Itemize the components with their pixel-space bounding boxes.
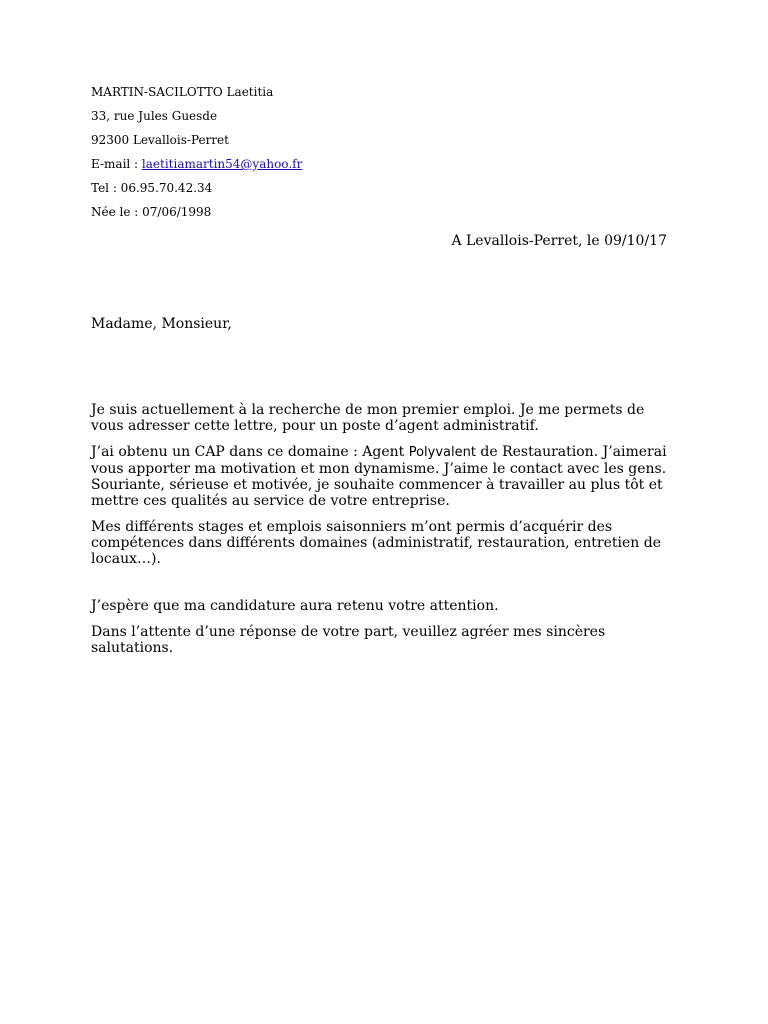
paragraph-intro: Je suis actuellement à la recherche de mon premier emploi. Je me permets de vous adresser cette lettre, pour un poste d’agent administratif. <box>91 402 645 434</box>
sender-block <box>91 84 302 228</box>
sender-name: MARTIN-SACILOTTO Laetitia <box>91 85 274 99</box>
sender-phone: Tel : 06.95.70.42.34 <box>91 181 213 195</box>
sender-city: 92300 Levallois-Perret <box>91 133 229 147</box>
paragraph-hope: J’espère que ma candidature aura retenu votre attention. <box>91 598 499 614</box>
paragraph-experience: Mes différents stages et emplois saisonniers m’ont permis d’acquérir des compétences dans différents domaines (administratif, restauration, entretien de locaux…). <box>91 519 661 567</box>
paragraph-closing: Dans l’attente d’une réponse de votre part, veuillez agréer mes sincères salutations. <box>91 624 606 656</box>
salutation: Madame, Monsieur, <box>91 316 232 332</box>
paragraph-qualification-end: de Restauration. J’aimerai vous apporter ma motivation et mon dynamisme. J’aime le contact avec les gens. Souriante, sérieuse et motivée, je souhaite commencer à travailler au plus tôt et mettre ces qualités au service de votre entreprise. <box>91 444 667 509</box>
sender-street: 33, rue Jules Guesde <box>91 109 218 123</box>
highlighted-word: Polyvalent <box>408 445 476 460</box>
paragraph-qualification-start: J’ai obtenu un CAP dans ce domaine : Agent <box>91 444 409 460</box>
sender-email-line <box>91 156 302 172</box>
email-link[interactable]: laetitiamartin54@yahoo.fr <box>141 157 303 171</box>
email-label: E-mail : <box>91 157 142 171</box>
paragraph-qualification <box>91 444 671 509</box>
place-and-date: A Levallois-Perret, le 09/10/17 <box>451 233 667 249</box>
letter-body <box>91 402 671 666</box>
sender-birth-date: Née le : 07/06/1998 <box>91 205 212 219</box>
